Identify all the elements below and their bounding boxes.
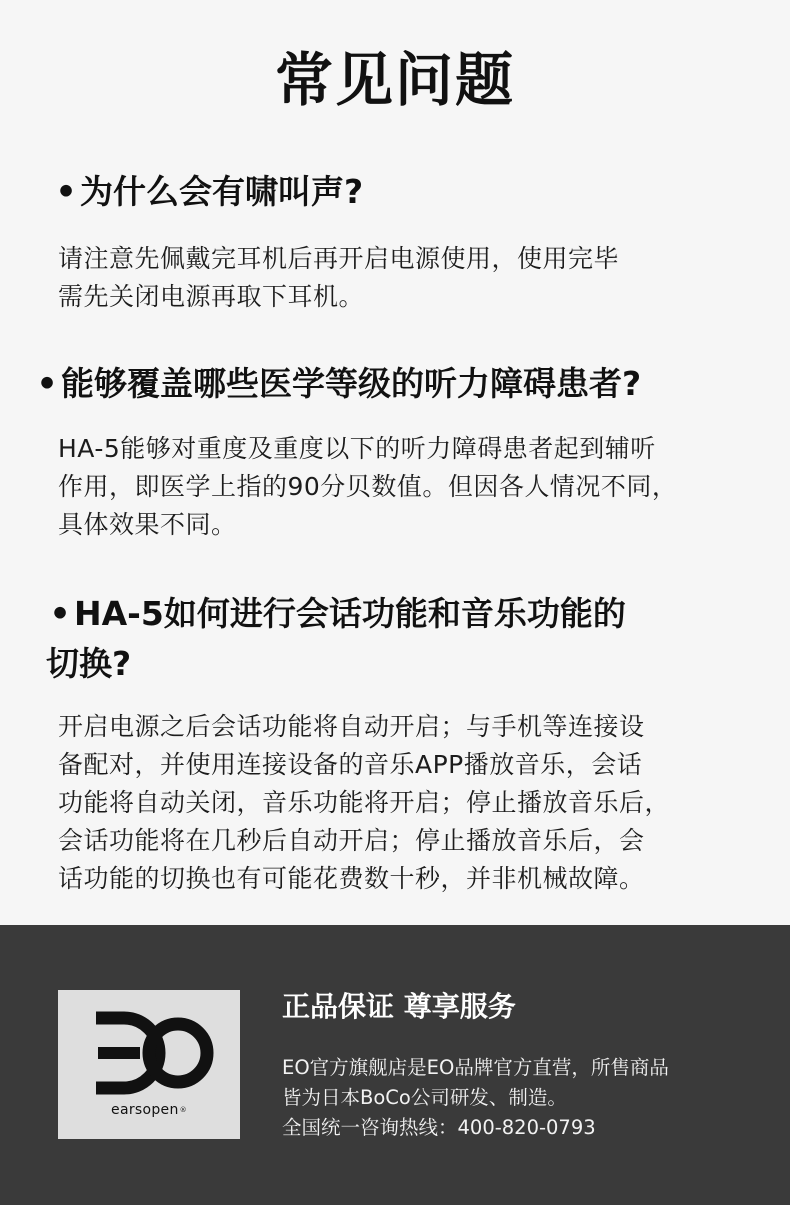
hotline-line: 全国统一咨询热线：400-820-0793: [282, 1116, 596, 1139]
bullet-dot: •: [36, 364, 58, 403]
bullet-dot: •: [49, 594, 71, 633]
faq-answer-2: [58, 430, 748, 544]
faq-question-2: [33, 360, 641, 408]
answer-line: 作用，即医学上指的90分贝数值。但因各人情况不同，: [58, 472, 678, 501]
question-text: 能够覆盖哪些医学等级的听力障碍患者?: [61, 364, 642, 403]
description-line: 皆为日本BoCo公司研发、制造。: [282, 1086, 567, 1109]
guarantee-title: 正品保证 尊享服务: [282, 990, 516, 1023]
registered-mark: ®: [179, 1106, 187, 1114]
answer-line: 需先关闭电源再取下耳机。: [58, 282, 365, 311]
answer-line: 备配对，并使用连接设备的音乐APP播放音乐，会话: [58, 750, 643, 779]
question-text: 为什么会有啸叫声?: [80, 172, 364, 211]
guarantee-description: [282, 1053, 762, 1143]
question-text: HA-5如何进行会话功能和音乐功能的: [74, 594, 626, 633]
answer-line: 具体效果不同。: [58, 510, 237, 539]
answer-line: HA-5能够对重度及重度以下的听力障碍患者起到辅听: [58, 434, 656, 463]
footer-banner: [0, 925, 790, 1205]
description-line: EO官方旗舰店是EO品牌官方直营，所售商品: [282, 1056, 669, 1079]
answer-line: 开启电源之后会话功能将自动开启；与手机等连接设: [58, 712, 645, 741]
brand-wordmark: [58, 1102, 240, 1118]
faq-answer-1: [58, 240, 748, 316]
faq-question-3: [46, 590, 626, 638]
answer-line: 会话功能将在几秒后自动开启；停止播放音乐后，会: [58, 826, 645, 855]
answer-line: 功能将自动关闭，音乐功能将开启；停止播放音乐后，: [58, 788, 671, 817]
question-text: 切换?: [46, 644, 132, 683]
brand-logo: [58, 990, 240, 1139]
faq-question-1: [52, 168, 363, 216]
wordmark-text: earsopen: [111, 1102, 179, 1118]
bullet-dot: •: [55, 172, 77, 211]
faq-question-3-continued: [46, 640, 131, 688]
answer-line: 请注意先佩戴完耳机后再开启电源使用，使用完毕: [58, 244, 620, 273]
page-title: 常见问题: [274, 46, 515, 114]
answer-line: 话功能的切换也有可能花费数十秒，并非机械故障。: [58, 864, 645, 893]
faq-answer-3: [58, 708, 748, 898]
